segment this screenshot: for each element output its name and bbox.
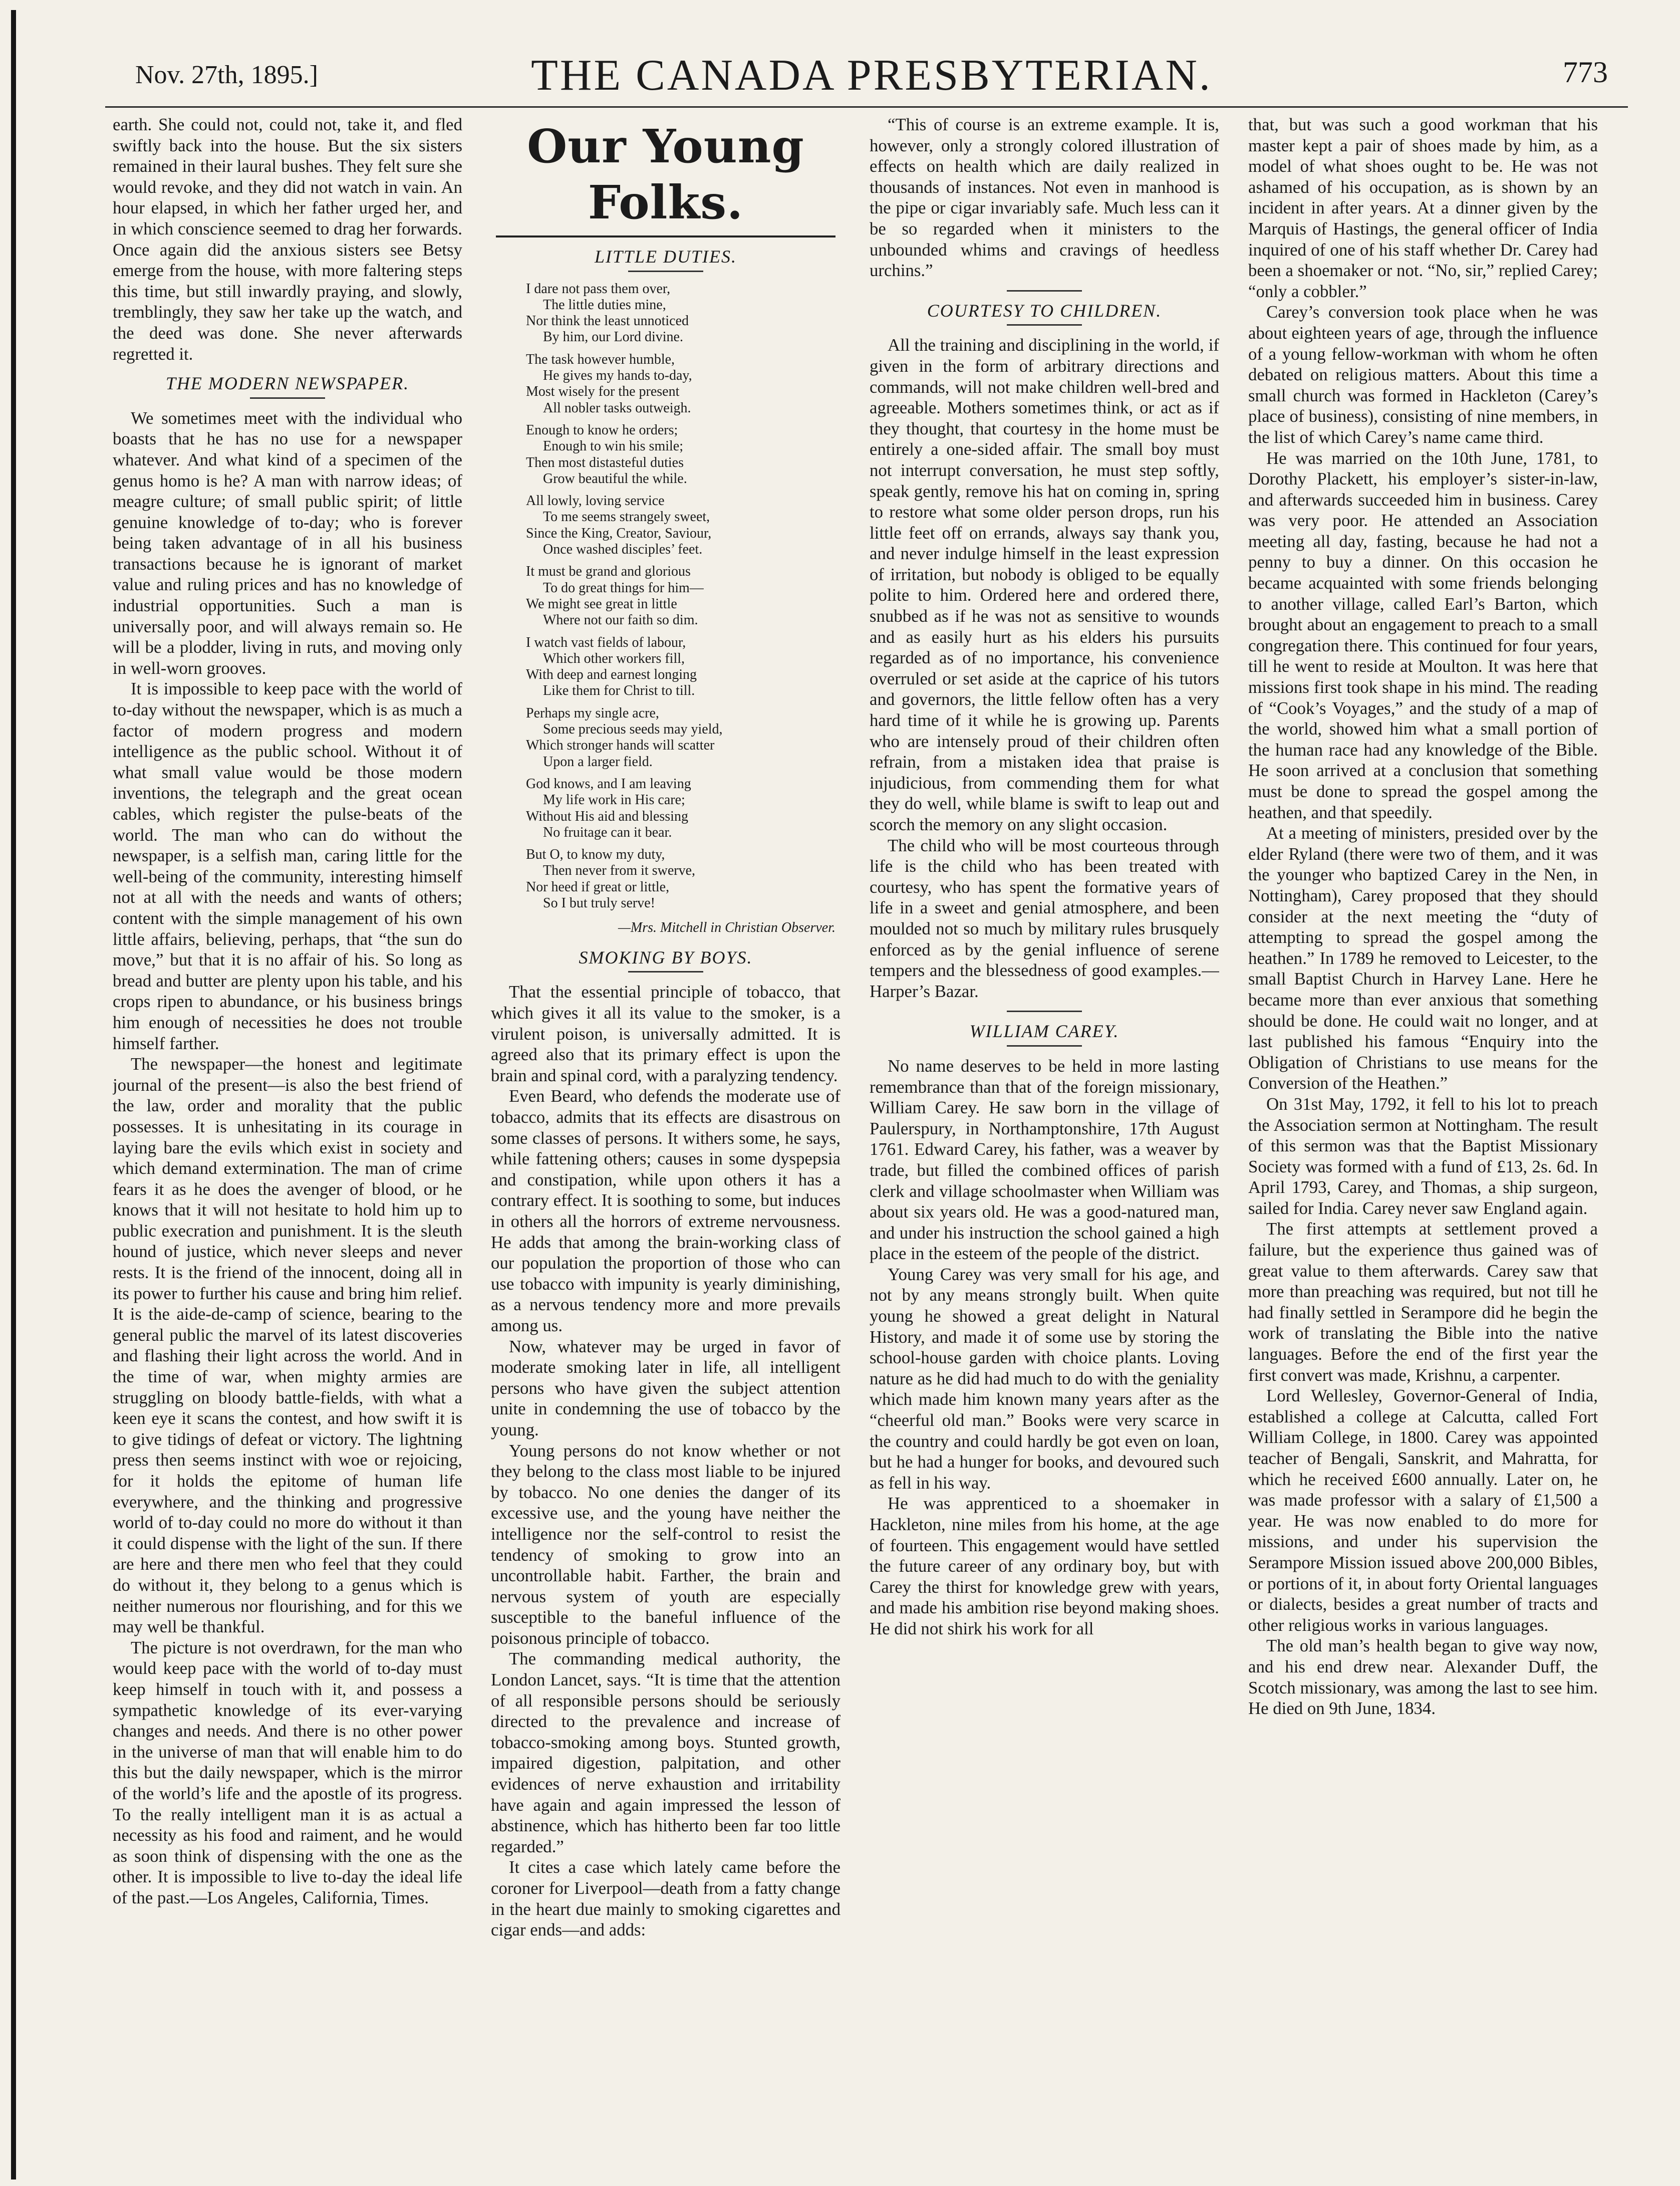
paragraph: Young Carey was very small for his age, and not by any means strongly built. When quite young he showed a great delight in Natural History, and made it of some use by storing the school-house garden with choice plants. Loving nature as he did had much to do with the geniality which made him known many years after as the “cheerful old man.” Books were very scarce in the country and could hardly be got even on loan, but he had a hunger for books, and devoured such as fell in his way.	[870, 1264, 1219, 1493]
column-2	[491, 114, 841, 2173]
poem-stanza	[526, 705, 841, 770]
poem-stanza	[526, 281, 841, 346]
publication-title: THE CANADA PRESBYTERIAN.	[531, 51, 1212, 100]
poem-line: No fruitage can it bear.	[543, 824, 672, 840]
poem-line: I dare not pass them over,	[526, 281, 671, 297]
poem-line: We might see great in little	[526, 596, 677, 612]
poem-line: But O, to know my duty,	[526, 847, 665, 863]
poem-line: Grow beautiful the while.	[543, 470, 687, 487]
paragraph: The commanding medical authority, the London Lancet, says. “It is time that the attention of all responsible persons should be seriously directed to the prevalence and increase of tobacco-smoking among boys. Stunted growth, impaired digestion, palpitation, and other evidences of nerve exhaustion and irritability have again and again impressed the lesson of abstinence, which has hitherto been far too little regarded.”	[491, 1649, 841, 1856]
heading-rule	[1007, 1045, 1082, 1047]
paragraph: It cites a case which lately came before the coroner for Liverpool—death from a fatty change in the heart due mainly to smoking cigarettes and cigar ends—and adds:	[491, 1857, 841, 1940]
paragraph: He was married on the 10th June, 1781, to Dorothy Plackett, his employer’s sister-in-law, and afterwards succeeded him in business. Carey was very poor. He attended an Association meeting all day, fasting, because he had not a penny to buy a dinner. On this occasion he became acquainted with some friends belonging to another village, called Earl’s Barton, which brought about an engagement to preach to a small congregation there. This continued for four years, till he went to reside at Moulton. It was here that missions first took shape in his mind. The reading of “Cook’s Voyages,” and the study of a map of the world, showed him what a small portion of the human race had any knowledge of the Bible. He soon arrived at a conclusion that something must be done to spread the gospel among the heathen, and that speedily.	[1248, 448, 1598, 822]
header-rule	[105, 106, 1628, 108]
poem-stanza	[526, 422, 841, 487]
paragraph: That the essential principle of tobacco, that which gives it all its value to the smoker, is a virulent poison, is universally admitted. It is agreed also that its primary effect is upon the brain and spinal cord, with a paralyzing tendency.	[491, 982, 841, 1085]
article-separator	[1007, 1011, 1082, 1012]
poem-line: My life work in His care;	[543, 792, 685, 808]
poem-line: Enough to win his smile;	[543, 438, 683, 454]
issue-date: Nov. 27th, 1895.]	[135, 61, 318, 89]
poem-line: Then most distasteful duties	[526, 454, 684, 470]
poem-line: With deep and earnest longing	[526, 667, 697, 683]
poem-line: Most wisely for the present	[526, 384, 680, 400]
poem-line: He gives my hands to-day,	[543, 368, 692, 384]
paragraph: Carey’s conversion took place when he was about eighteen years of age, through the influence of a young fellow-workman with whom he often debated on religious matters. About this time a small church was formed in Hackleton (Carey’s place of business), consisting of nine members, in the list of which Carey’s name came third.	[1248, 302, 1598, 447]
paragraph: The newspaper—the honest and legitimate journal of the present—is also the best friend of the law, order and morality that the public possesses. It is unhesitating in its courage in laying bare the evils which exist in society and which demand extermination. The man of crime fears it as he does the avenger of blood, or he knows that it will not hesitate to hold him up to public execration and punishment. It is the sleuth hound of justice, which never sleeps and never rests. It is the friend of the innocent, doing all in its power to further his cause and bring him relief. It is the aide-de-camp of science, bearing to the general public the marvel of its latest discoveries and flashing their light across the world. And in the time of war, when mighty armies are struggling on bloody battle-fields, with what a keen eye it scans the contest, and how swift it is to give tidings of defeat or victory. The lightning press then seems instinct with woe or rejoicing, for it holds the epitome of human life everywhere, and the thinking and progressive world of to-day could no more do without it than it could dispense with the light of the sun. If there are here and there men who feel that they could do without it, they belong to a genus which is neither numerous nor flourishing, and for this we may well be thankful.	[113, 1054, 462, 1637]
column-4	[1248, 114, 1598, 2173]
page-number: 773	[1563, 56, 1608, 89]
poem-line: All nobler tasks outweigh.	[543, 400, 691, 416]
heading-rule	[250, 397, 325, 399]
poem-stanza	[526, 493, 841, 558]
paragraph: Now, whatever may be urged in favor of moderate smoking later in life, all intelligent persons who have given the subject attention unite in condemning the use of tobacco by the young.	[491, 1336, 841, 1439]
poem-line: Without His aid and blessing	[526, 808, 688, 824]
poem-line: Which stronger hands will scatter	[526, 738, 715, 754]
paragraph: At a meeting of ministers, presided over by the elder Ryland (there were two of them, and it was the younger who baptized Carey in the Nen, in Nottingham), Carey proposed that they should consider at the next meeting the “duty of attempting to spread the gospel among the heathen.” In 1789 he removed to Leicester, to the small Baptist Church in Harvey Lane. Here he became more than ever anxious that something should be done. He could wait no longer, and at last published his famous “Enquiry into the Obligation of Christians to use means for the Conversion of the Heathen.”	[1248, 823, 1598, 1093]
article-continuation: that, but was such a good workman that his master kept a pair of shoes made by him, as a model of what shoes ought to be. He was not ashamed of his occupation, as is shown by an incident in after years. At a dinner given by the Marquis of Hastings, the general officer of India inquired of one of his staff whether Dr. Carey had been a shoemaker or not. “No, sir,” replied Carey; “only a cobbler.”	[1248, 115, 1598, 301]
poem-stanza	[526, 635, 841, 699]
paragraph: The first attempts at settlement proved a failure, but the experience thus gained was of great value to them afterwards. Carey saw that more than preaching was required, but not till he had finally settled in Serampore did he begin the work of translating the Bible into the native languages. Before the end of the first year the first convert was made, Krishnu, a carpenter.	[1248, 1219, 1598, 1385]
poem-line: To me seems strangely sweet,	[543, 509, 710, 525]
heading-rule	[1007, 324, 1082, 326]
poem-line: Perhaps my single acre,	[526, 705, 659, 721]
poem-line: The task however humble,	[526, 351, 675, 367]
section-heading-william-carey: WILLIAM CAREY.	[969, 1021, 1119, 1042]
article-separator	[1007, 290, 1082, 292]
paragraph: The child who will be most courteous through life is the child who has been treated with courtesy, who has spent the formative years of life in a sweet and genial atmosphere, and been moulded not so much by military rules brusquely enforced as by the genial influence of serene tempers and the blessedness of good examples.—Harper’s Bazar.	[870, 835, 1219, 1001]
poem-line: Nor think the least unnoticed	[526, 313, 689, 329]
poem-line: Since the King, Creator, Saviour,	[526, 525, 712, 541]
poem-attribution: —Mrs. Mitchell in Christian Observer.	[618, 920, 835, 936]
paragraph: We sometimes meet with the individual who boasts that he has no use for a newspaper whatever. And what kind of a specimen of the genus homo is he? A man with narrow ideas; of meagre culture; of small public spirit; of little genuine knowledge of to-day; who is forever being taken advantage of in all his business transactions because he is ignorant of market value and ruling prices and has no knowledge of industrial opportunities. Such a man is universally poor, and will always remain so. He will be a plodder, living in ruts, and moving only in well-worn grooves.	[113, 408, 462, 678]
poem-line: Upon a larger field.	[543, 754, 653, 770]
article-continuation: earth. She could not, could not, take it, and fled swiftly back into the house. But the six sisters remained in their laural bushes. They felt sure she would revoke, and they did not watch in vain. An hour elapsed, in which her father urged her, and in which conscience seemed to drag her forwards. Once again did the anxious sisters see Betsy emerge from the house, with more faltering steps this time, but still inwardly praying, and slowly, tremblingly, they saw her take up the watch, and the deed was done. She never afterwards regretted it.	[113, 115, 462, 364]
poem-little-duties	[526, 281, 841, 912]
poem-line: Nor heed if great or little,	[526, 879, 670, 895]
poem-line: Enough to know he orders;	[526, 422, 678, 438]
paragraph: It is impossible to keep pace with the world of to-day without the newspaper, which is as much a factor of modern progress and modern intelligence as the public school. Without it of what small value would be those modern inventions, the telegraph and the great ocean cables, which register the pulse-beats of the world. The man who can do without the newspaper, is a selfish man, caring little for the well-being of the community, interesting himself not at all with the needs and wants of others; content with the simple management of his own little affairs, believing, perhaps, that “the sun do move,” but that it is no affair of his. So long as bread and butter are plenty upon his table, and his crops ripen to abundance, or his business brings him enough of necessities he does not trouble himself farther.	[113, 679, 462, 1053]
paragraph: The picture is not overdrawn, for the man who would keep pace with the world of to-day must keep himself in touch with it, and possess a sympathetic knowledge of its ever-varying changes and needs. And there is no other power in the universe of man that will enable him to do this but the daily newspaper, which is the mirror of the world’s life and the apostle of its progress. To the really intelligent man it is as actual a necessity as his food and raiment, and he would as soon think of dispensing with the one as the other. It is impossible to live to-day the ideal life of the past.—Los Angeles, California, Times.	[113, 1637, 462, 1907]
paragraph: The old man’s health began to give way now, and his end drew near. Alexander Duff, the Scotch missionary, was among the last to see him. He died on 9th June, 1834.	[1248, 1636, 1598, 1719]
poem-line: All lowly, loving service	[526, 493, 665, 509]
poem-line: Some precious seeds may yield,	[543, 721, 723, 738]
poem-line: Which other workers fill,	[543, 650, 685, 666]
paragraph: No name deserves to be held in more lasting remembrance than that of the foreign missionary, William Carey. He saw born in the village of Paulerspury, in Northamptonshire, 17th August 1761. Edward Carey, his father, was a weaver by trade, but filled the combined offices of parish clerk and village schoolmaster when William was about six years old. He was a good-natured man, and under his instruction the school gained a high place in the esteem of the people of the district.	[870, 1056, 1219, 1264]
page-header	[115, 50, 1628, 105]
section-masthead-our-young-folks: Our Young Folks.	[527, 119, 804, 229]
poem-line: Then never from it swerve,	[543, 863, 695, 879]
paragraph: Even Beard, who defends the moderate use of tobacco, admits that its effects are disastrous on some classes of persons. It withers some, he says, while fattening others; causes in some dyspepsia and constipation, while upon others it has a contrary effect. It is soothing to some, but induces in others all the horrors of extreme nervousness. He adds that among the brain-working class of our population the proportion of those who can use tobacco with impunity is yearly diminishing, as a nervous tendency more and more prevails among us.	[491, 1086, 841, 1335]
poem-stanza	[526, 776, 841, 841]
poem-title: LITTLE DUTIES.	[594, 247, 737, 267]
paragraph: He was apprenticed to a shoemaker in Hackleton, nine miles from his home, at the age of fourteen. This engagement would have settled the future career of any ordinary boy, but with Carey the thirst for knowledge grew with years, and made his ambition rise beyond making shoes. He did not shirk his work for all	[870, 1494, 1219, 1638]
poem-line: The little duties mine,	[543, 297, 666, 313]
paragraph: On 31st May, 1792, it fell to his lot to preach the Association sermon at Nottingham. The result of this sermon was that the Baptist Missionary Society was formed with a fund of £13, 2s. 6d. In April 1793, Carey, and Thomas, a ship surgeon, sailed for India. Carey never saw England again.	[1248, 1094, 1598, 1218]
poem-line: Where not our faith so dim.	[543, 612, 698, 628]
column-3	[870, 114, 1219, 2173]
poem-line: Once washed disciples’ feet.	[543, 542, 703, 558]
paragraph: Young persons do not know whether or not they belong to the class most liable to be injured by tobacco. No one denies the danger of its excessive use, and the young have neither the intelligence nor the self-control to resist the tendency of smoking to grow into an uncontrollable habit. Farther, the brain and nervous system of youth are especially susceptible to the baneful influence of the poisonous principle of tobacco.	[491, 1440, 841, 1648]
poem-stanza	[526, 847, 841, 911]
section-heading-modern-newspaper: THE MODERN NEWSPAPER.	[165, 373, 410, 394]
masthead-rule	[496, 235, 835, 237]
section-heading-courtesy-to-children: COURTESY TO CHILDREN.	[927, 300, 1162, 321]
poem-line: So I but truly serve!	[543, 895, 655, 911]
poem-line: God knows, and I am leaving	[526, 776, 691, 792]
poem-line: It must be grand and glorious	[526, 564, 691, 580]
poem-stanza	[526, 352, 841, 416]
section-heading-smoking-by-boys: SMOKING BY BOYS.	[579, 947, 753, 967]
page-edge-shadow	[11, 10, 16, 2179]
heading-rule	[628, 271, 703, 272]
paragraph: Lord Wellesley, Governor-General of India, established a college at Calcutta, called Fort William College, in 1800. Carey was appointed teacher of Bengali, Sanskrit, and Mahratta, for which he received £600 annually. Later on, he was made professor with a salary of £1,500 a year. He was now enabled to do more for missions, and under his supervision the Serampore Mission issued above 200,000 Bibles, or portions of it, in about forty Oriental languages or dialects, besides a great number of tracts and other religious works in various languages.	[1248, 1386, 1598, 1635]
article-continuation: “This of course is an extreme example. It is, however, only a strongly colored illustration of effects on health which are daily realized in thousands of instances. Not even in manhood is the pipe or cigar invariably safe. Much less can it be so regarded when it ministers to the unbounded whims and cravings of heedless urchins.”	[870, 115, 1219, 281]
heading-rule	[628, 971, 703, 973]
column-1	[113, 114, 462, 2173]
poem-line: By him, our Lord divine.	[543, 329, 683, 345]
poem-line: To do great things for him—	[543, 580, 704, 596]
poem-stanza	[526, 564, 841, 628]
poem-line: Like them for Christ to till.	[543, 683, 695, 699]
poem-line: I watch vast fields of labour,	[526, 634, 686, 650]
paragraph: All the training and disciplining in the world, if given in the form of arbitrary directions and commands, will not make children well-bred and agreeable. Mothers sometimes think, or act as if they thought, that courtesy in the home must be entirely a one-sided affair. The small boy must not interrupt conversation, he must step softly, speak gently, remove his hat on coming in, spring to restore what some older person drops, run his little feet off on errands, always say thank you, and never indulge himself in the least expression of irritation, but nobody is obliged to be equally polite to him. Ordered here and ordered there, snubbed as if he was not as sensitive to wounds and as easily hurt as his elders his pursuits regarded as of no importance, his convenience overruled or set aside at the caprice of his tutors and governors, the little fellow often has a very hard time of it while he is growing up. Parents who are intensely proud of their children often refrain, from a mistaken idea that praise is injudicious, from commending them for what they do well, while blame is swift to leap out and scorch the memory on any slight occasion.	[870, 335, 1219, 834]
